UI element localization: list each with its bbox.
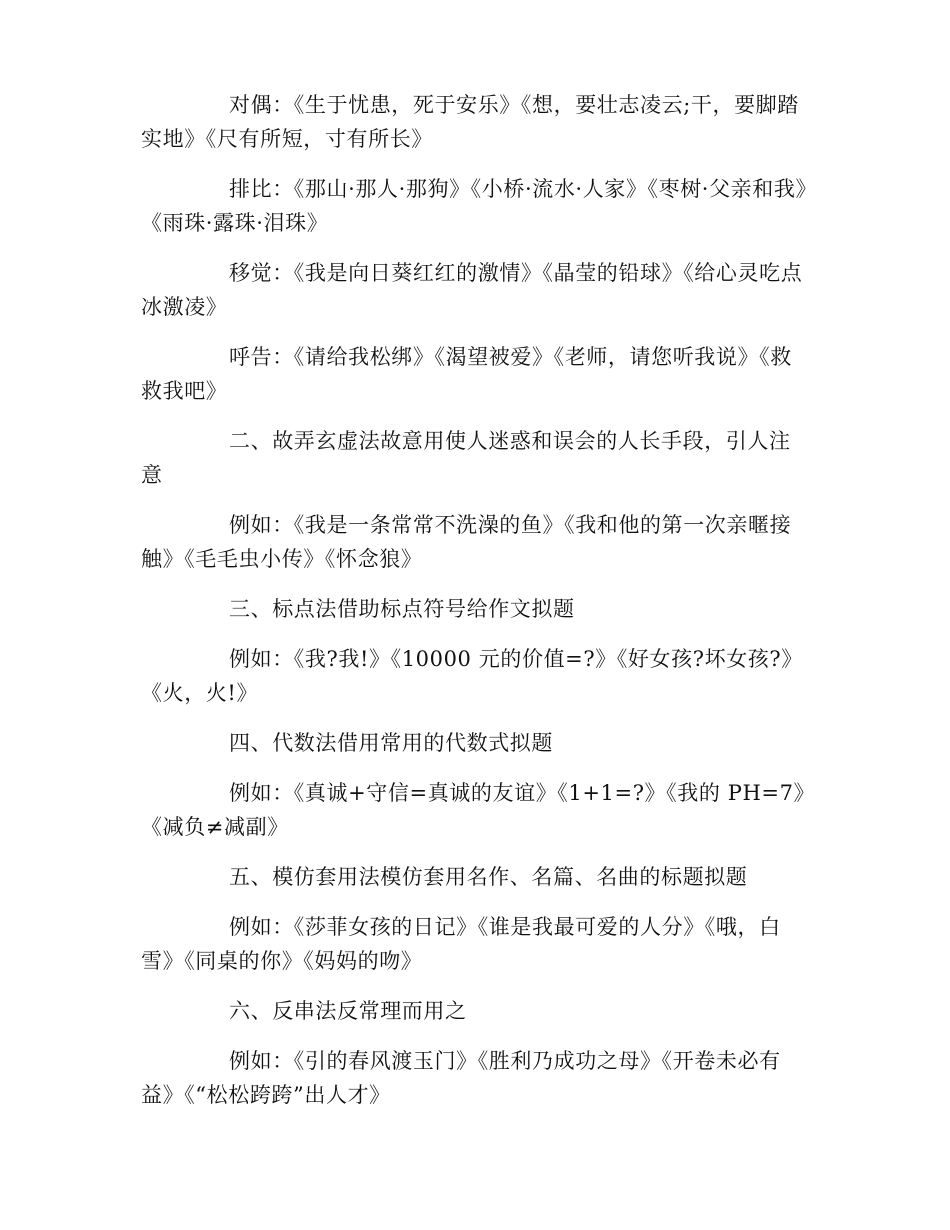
- example-paragraph-6: 例如：《引的春风渡玉门》《胜利乃成功之母》《开卷未必有益》《“松松跨跨”出人才》: [141, 1049, 781, 1107]
- section-heading-5: 五、模仿套用法模仿套用名作、名篇、名曲的标题拟题: [229, 865, 748, 889]
- paragraph-paibi: 排比：《那山·那人·那狗》《小桥·流水·人家》《枣树·父亲和我》《雨珠·露珠·泪珠》: [141, 177, 807, 235]
- paragraph-hugao: 呼告：《请给我松绑》《渴望被爱》《老师，请您听我说》《救救我吧》: [141, 345, 792, 403]
- section-heading-3: 三、标点法借助标点符号给作文拟题: [229, 597, 575, 621]
- example-paragraph-5: 例如：《莎菲女孩的日记》《谁是我最可爱的人分》《哦，白雪》《同桌的你》《妈妈的吻》: [141, 915, 781, 973]
- paragraph-yijue: 移觉：《我是向日葵红红的激情》《晶莹的铅球》《给心灵吃点冰激凌》: [141, 261, 803, 319]
- section-heading-2: 二、故弄玄虚法故意用使人迷惑和误会的人长手段，引人注意: [141, 429, 791, 487]
- section-heading-6: 六、反串法反常理而用之: [229, 999, 467, 1023]
- document-body: [141, 88, 809, 1128]
- example-paragraph-3: 例如：《我?我!》《10000 元的价值=?》《好女孩?坏女孩?》《火，火!》: [141, 647, 803, 705]
- example-paragraph-4: 例如：《真诚+守信=真诚的友谊》《1+1=?》《我的 PH=7》《减负≠减副》: [141, 781, 805, 839]
- paragraph-duiou: 对偶：《生于忧患，死于安乐》《想，要壮志凌云;干，要脚踏实地》《尺有所短，寸有所长》: [141, 93, 799, 151]
- section-heading-4: 四、代数法借用常用的代数式拟题: [229, 731, 553, 755]
- example-paragraph-2: 例如：《我是一条常常不洗澡的鱼》《我和他的第一次亲暱接触》《毛毛虫小传》《怀念狼》: [141, 513, 792, 571]
